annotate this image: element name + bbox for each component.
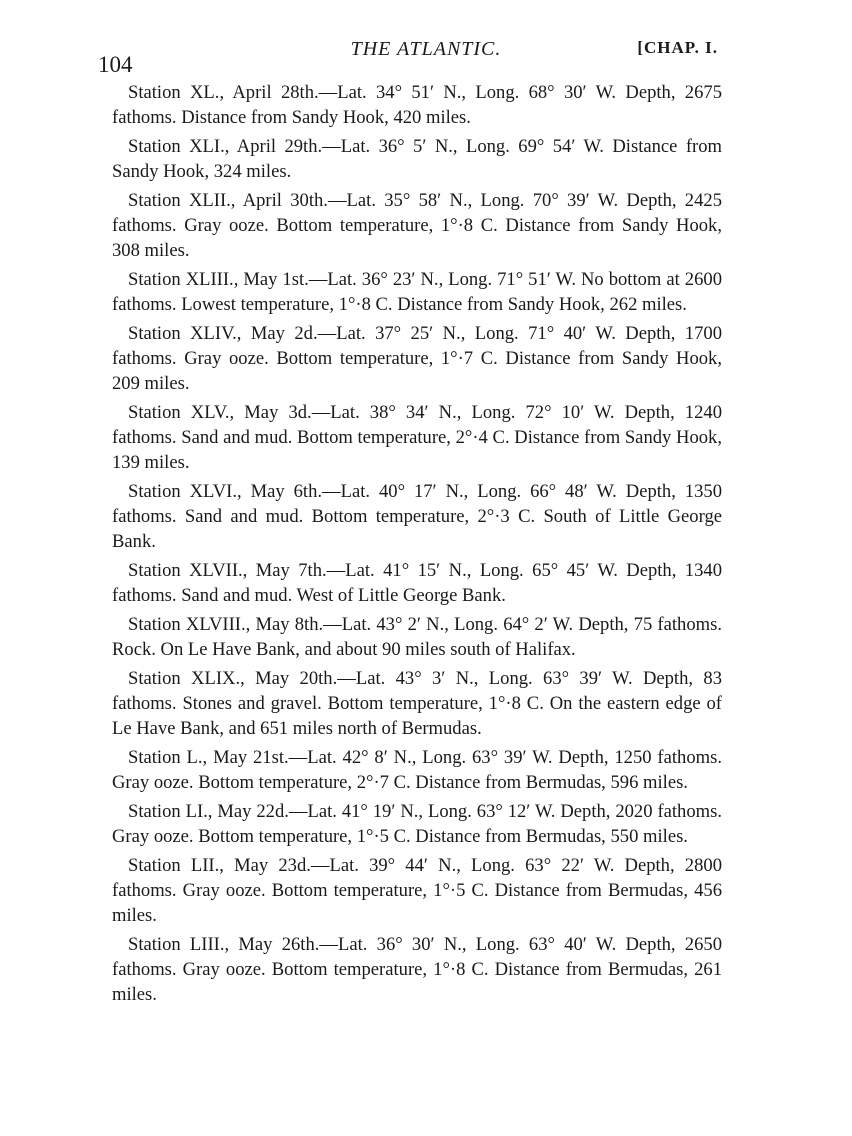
station-entry: Station XLVI., May 6th.—Lat. 40° 17′ N., Long. 66° 48′ W. Depth, 1350 fathoms. Sand and mud. Bottom temperature, 2°·3 C. South of Little George Bank. <box>112 481 722 552</box>
station-entry: Station XL., April 28th.—Lat. 34° 51′ N., Long. 68° 30′ W. Depth, 2675 fathoms. Distance from Sandy Hook, 420 miles. <box>112 82 722 128</box>
station-entry: Station XLIX., May 20th.—Lat. 43° 3′ N., Long. 63° 39′ W. Depth, 83 fathoms. Stones and gravel. Bottom temperature, 1°·8 C. On the eastern edge of Le Have Bank, and 651 miles north of Bermudas. <box>112 668 722 739</box>
station-entry: Station XLVIII., May 8th.—Lat. 43° 2′ N., Long. 64° 2′ W. Depth, 75 fathoms. Rock. On Le Have Bank, and about 90 miles south of Halifax. <box>112 614 722 660</box>
page-header <box>0 34 852 78</box>
page-number: 104 <box>98 52 133 77</box>
station-entry: Station XLV., May 3d.—Lat. 38° 34′ N., Long. 72° 10′ W. Depth, 1240 fathoms. Sand and mud. Bottom temperature, 2°·4 C. Distance from Sandy Hook, 139 miles. <box>112 402 722 473</box>
station-entry: Station XLVII., May 7th.—Lat. 41° 15′ N., Long. 65° 45′ W. Depth, 1340 fathoms. Sand and mud. West of Little George Bank. <box>112 560 722 606</box>
station-entry: Station XLIV., May 2d.—Lat. 37° 25′ N., Long. 71° 40′ W. Depth, 1700 fathoms. Gray ooze. Bottom temperature, 1°·7 C. Distance from Sandy Hook, 209 miles. <box>112 323 722 394</box>
station-entry: Station LIII., May 26th.—Lat. 36° 30′ N., Long. 63° 40′ W. Depth, 2650 fathoms. Gray ooze. Bottom temperature, 1°·8 C. Distance from Bermudas, 261 miles. <box>112 934 722 1005</box>
station-entry: Station XLII., April 30th.—Lat. 35° 58′ N., Long. 70° 39′ W. Depth, 2425 fathoms. Gray ooze. Bottom temperature, 1°·8 C. Distance from Sandy Hook, 308 miles. <box>112 190 722 261</box>
station-entry: Station LI., May 22d.—Lat. 41° 19′ N., Long. 63° 12′ W. Depth, 2020 fathoms. Gray ooze. Bottom temperature, 1°·5 C. Distance from Bermudas, 550 miles. <box>112 801 722 847</box>
station-entry: Station XLI., April 29th.—Lat. 36° 5′ N., Long. 69° 54′ W. Distance from Sandy Hook, 324 miles. <box>112 136 722 182</box>
station-entry: Station XLIII., May 1st.—Lat. 36° 23′ N., Long. 71° 51′ W. No bottom at 2600 fathoms. Lowest temperature, 1°·8 C. Distance from Sandy Hook, 262 miles. <box>112 269 722 315</box>
station-entry: Station LII., May 23d.—Lat. 39° 44′ N., Long. 63° 22′ W. Depth, 2800 fathoms. Gray ooze. Bottom temperature, 1°·5 C. Distance from Bermudas, 456 miles. <box>112 855 722 926</box>
running-title: THE ATLANTIC. <box>350 38 502 60</box>
station-list <box>112 80 722 1011</box>
chapter-mark: [CHAP. I. <box>637 38 718 57</box>
station-entry: Station L., May 21st.—Lat. 42° 8′ N., Long. 63° 39′ W. Depth, 1250 fathoms. Gray ooze. Bottom temperature, 2°·7 C. Distance from Bermudas, 596 miles. <box>112 747 722 793</box>
